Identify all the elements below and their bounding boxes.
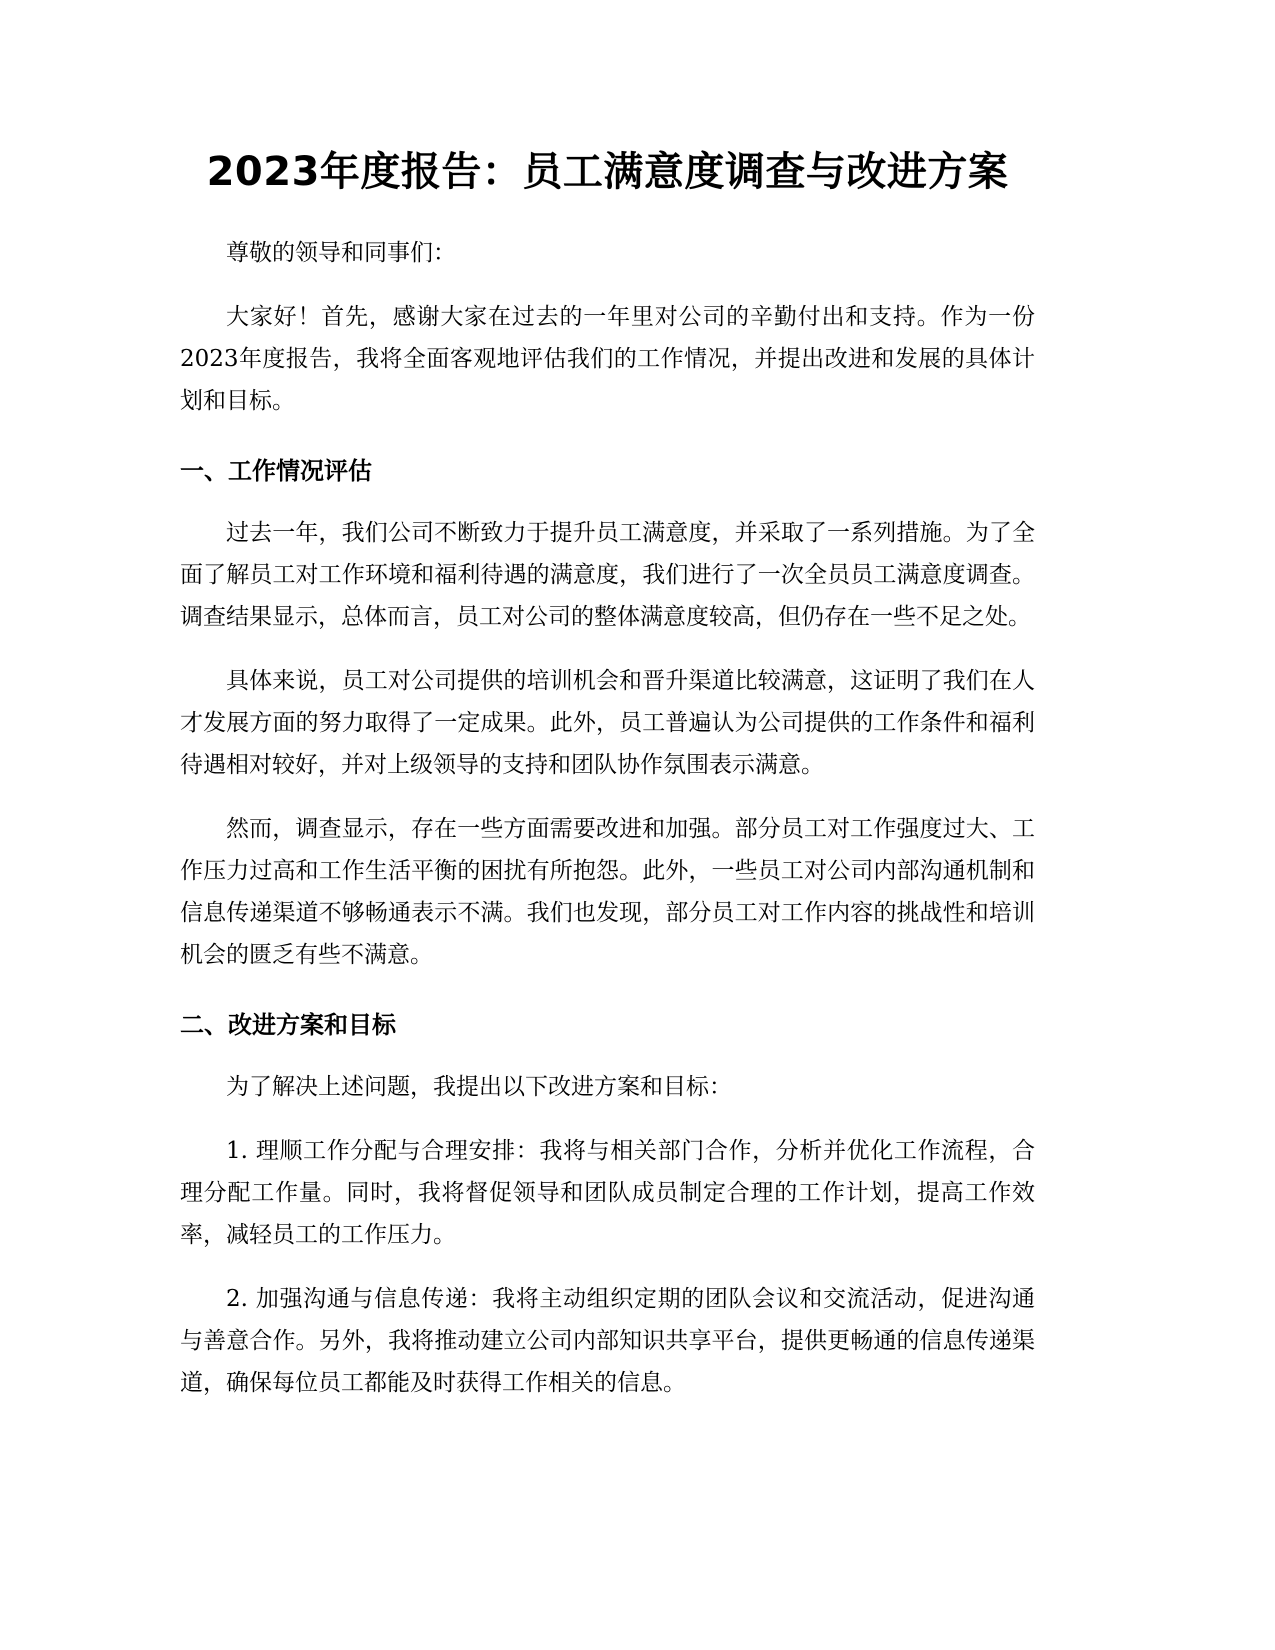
section-heading-evaluation: 一、工作情况评估: [180, 457, 372, 485]
intro-paragraph: 大家好！首先，感谢大家在过去的一年里对公司的辛勤付出和支持。作为一份2023年度报告，我将全面客观地评估我们的工作情况，并提出改进和发展的具体计划和目标。: [180, 304, 1035, 414]
evaluation-paragraph: 具体来说，员工对公司提供的培训机会和晋升渠道比较满意，这证明了我们在人才发展方面的努力取得了一定成果。此外，员工普遍认为公司提供的工作条件和福利待遇相对较好，并对上级领导的支持和团队协作氛围表示满意。: [180, 668, 1035, 778]
document-page: [180, 140, 1035, 1426]
improvement-list-item: 1. 理顺工作分配与合理安排：我将与相关部门合作，分析并优化工作流程，合理分配工作量。同时，我将督促领导和团队成员制定合理的工作计划，提高工作效率，减轻员工的工作压力。: [180, 1138, 1035, 1248]
evaluation-paragraph: 过去一年，我们公司不断致力于提升员工满意度，并采取了一系列措施。为了全面了解员工对工作环境和福利待遇的满意度，我们进行了一次全员员工满意度调查。调查结果显示，总体而言，员工对公司的整体满意度较高，但仍存在一些不足之处。: [180, 520, 1035, 630]
evaluation-paragraph: 然而，调查显示，存在一些方面需要改进和加强。部分员工对工作强度过大、工作压力过高和工作生活平衡的困扰有所抱怨。此外，一些员工对公司内部沟通机制和信息传递渠道不够畅通表示不满。我们也发现，部分员工对工作内容的挑战性和培训机会的匮乏有些不满意。: [180, 816, 1035, 968]
improvement-list-item: 2. 加强沟通与信息传递：我将主动组织定期的团队会议和交流活动，促进沟通与善意合作。另外，我将推动建立公司内部知识共享平台，提供更畅通的信息传递渠道，确保每位员工都能及时获得工作相关的信息。: [180, 1286, 1035, 1396]
greeting-paragraph: 尊敬的领导和同事们：: [226, 240, 456, 266]
improvement-paragraph: 为了解决上述问题，我提出以下改进方案和目标：: [226, 1074, 732, 1100]
document-title: 2023年度报告：员工满意度调查与改进方案: [206, 149, 1009, 195]
section-heading-improvement: 二、改进方案和目标: [180, 1011, 396, 1039]
